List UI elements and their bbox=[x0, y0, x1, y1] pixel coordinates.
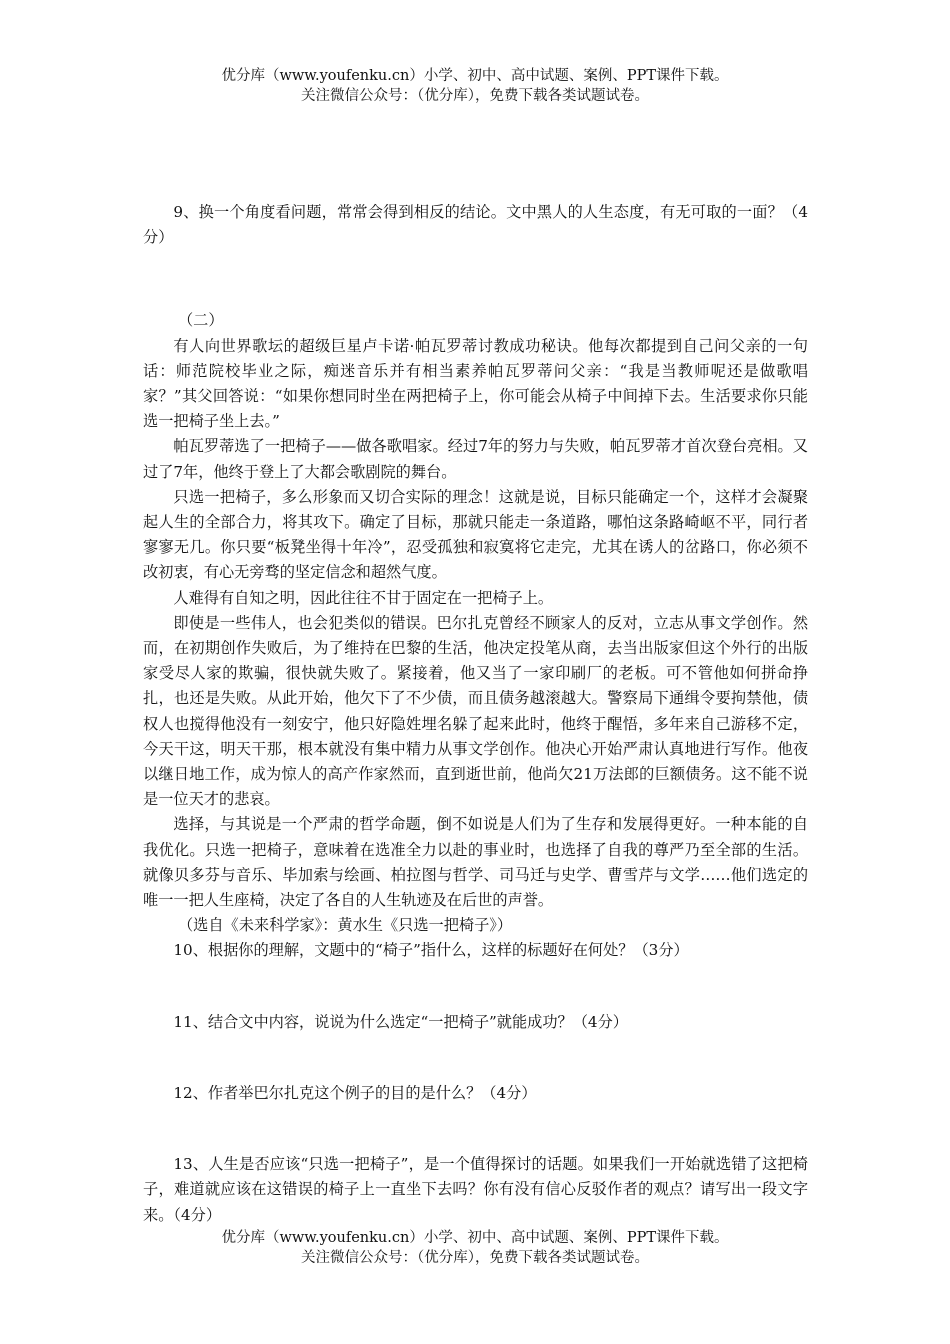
footer-line-2: 关注微信公众号：（优分库），免费下载各类试题试卷。 bbox=[301, 1250, 649, 1266]
question-12: 12、作者举巴尔扎克这个例子的目的是什么？（4分） bbox=[173, 1083, 537, 1102]
page-header bbox=[0, 66, 950, 106]
passage-paragraph: 选择，与其说是一个严肃的哲学命题，倒不如说是人们为了生存和发展得更好。一种本能的自我优化。只选一把椅子，意味着在选准全力以赴的事业时，也选择了自我的尊严乃至全部的生活。就像贝多芬与音乐、毕加索与绘画、柏拉图与哲学、司马迁与史学、曹雪芹与文学……他们选定的唯一一把人生座椅，决定了各自的人生轨迹及在后世的声誉。 bbox=[143, 815, 808, 910]
document-body bbox=[143, 200, 808, 1228]
page-footer bbox=[0, 1228, 950, 1268]
question-13: 13、人生是否应该“只选一把椅子”，是一个值得探讨的话题。如果我们一开始就选错了这把椅子，难道就应该在这错误的椅子上一直坐下去吗？你有没有信心反驳作者的观点？请写出一段文字来。（4分） bbox=[143, 1155, 808, 1224]
passage-paragraph: 帕瓦罗蒂选了一把椅子——做各歌唱家。经过7年的努力与失败，帕瓦罗蒂才首次登台亮相。又过了7年，他终于登上了大都会歌剧院的舞台。 bbox=[143, 437, 808, 481]
answer-space bbox=[143, 1035, 808, 1081]
section-title: （二） bbox=[177, 311, 224, 330]
passage-source: （选自《未来科学家》：黄水生《只选一把椅子》） bbox=[177, 916, 513, 935]
header-line-2: 关注微信公众号：（优分库），免费下载各类试题试卷。 bbox=[301, 88, 649, 104]
passage-paragraph: 人难得有自知之明，因此往往不甘于固定在一把椅子上。 bbox=[173, 588, 554, 607]
footer-line-1: 优分库（www.youfenku.cn）小学、初中、高中试题、案例、PPT课件下载。 bbox=[221, 1230, 729, 1246]
answer-space bbox=[143, 964, 808, 1010]
header-line-1: 优分库（www.youfenku.cn）小学、初中、高中试题、案例、PPT课件下载。 bbox=[221, 68, 729, 84]
question-9: 9、换一个角度看问题，常常会得到相反的结论。文中黑人的人生态度，有无可取的一面？（4分） bbox=[143, 203, 808, 247]
answer-space bbox=[143, 1106, 808, 1152]
passage-paragraph: 只选一把椅子，多么形象而又切合实际的理念！这就是说，目标只能确定一个，这样才会凝聚起人生的全部合力，将其攻下。确定了目标，那就只能走一条道路，哪怕这条路崎岖不平，同行者寥寥无几。你只要“板凳坐得十年冷”，忍受孤独和寂寞将它走完，尤其在诱人的岔路口，你必须不改初衷，有心无旁骛的坚定信念和超然气度。 bbox=[143, 487, 808, 582]
answer-space bbox=[143, 250, 808, 308]
question-10: 10、根据你的理解，文题中的“椅子”指什么，这样的标题好在何处？（3分） bbox=[173, 941, 689, 960]
passage-paragraph: 即使是一些伟人，也会犯类似的错误。巴尔扎克曾经不顾家人的反对，立志从事文学创作。然而，在初期创作失败后，为了维持在巴黎的生活，他决定投笔从商，去当出版家但这个外行的出版家受尽人家的欺骗，很快就失败了。紧接着，他又当了一家印刷厂的老板。可不管他如何拼命挣扎，也还是失败。从此开始，他欠下了不少债，而且债务越滚越大。警察局下通缉令要拘禁他，债权人也搅得他没有一刻安宁，他只好隐姓埋名躲了起来此时，他终于醒悟，多年来自己游移不定，今天干这，明天干那，根本就没有集中精力从事文学创作。他决心开始严肃认真地进行写作。他夜以继日地工作，成为惊人的高产作家然而，直到逝世前，他尚欠21万法郎的巨额债务。这不能不说是一位天才的悲哀。 bbox=[143, 613, 808, 809]
passage-paragraph: 有人向世界歌坛的超级巨星卢卡诺·帕瓦罗蒂讨教成功秘诀。他每次都提到自己问父亲的一句话：师范院校毕业之际，痴迷音乐并有相当素养帕瓦罗蒂问父亲：“我是当教师呢还是做歌唱家？”其父回答说：“如果你想同时坐在两把椅子上，你可能会从椅子中间掉下去。生活要求你只能选一把椅子坐上去。” bbox=[143, 336, 808, 431]
question-11: 11、结合文中内容，说说为什么选定“一把椅子”就能成功？（4分） bbox=[173, 1012, 628, 1031]
